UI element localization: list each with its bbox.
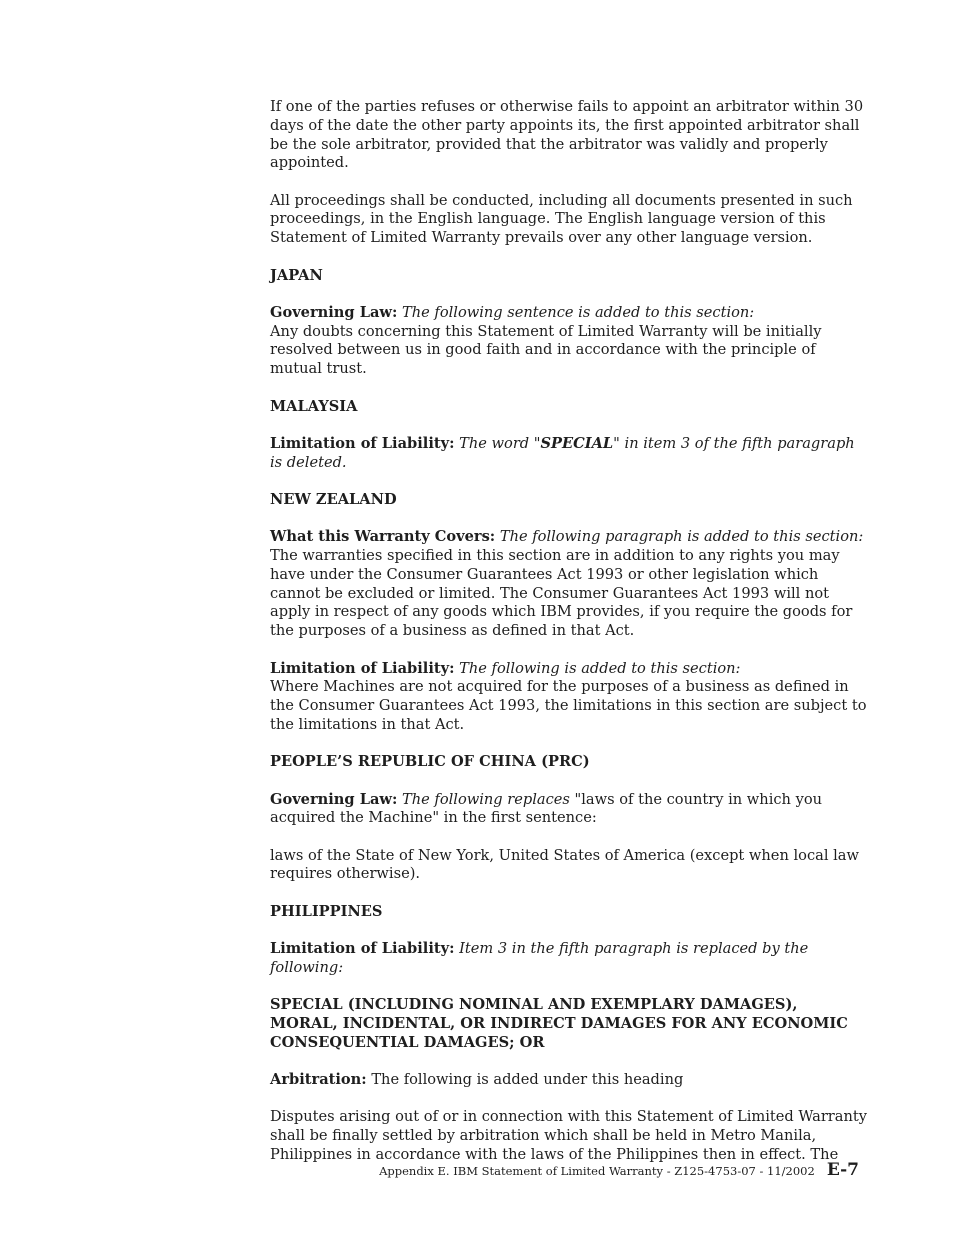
page-footer — [379, 1160, 859, 1180]
text-governing-law: Any doubts concerning this Statement of Limited Warranty will be initially resolved between us in good faith and in accordance with the principle of mutual trust. — [270, 322, 822, 378]
label-limitation-of-liability: Limitation of Liability: — [270, 659, 455, 677]
heading-new-zealand: NEW ZEALAND — [270, 490, 397, 508]
note-liability: The following is added to this section: — [459, 659, 741, 677]
note-liability-special: SPECIAL — [540, 434, 614, 452]
heading-malaysia: MALAYSIA — [270, 397, 358, 415]
label-governing-law: Governing Law: — [270, 303, 398, 321]
text-arbitration: The following is added under this heading — [371, 1070, 684, 1088]
text-liability: Where Machines are not acquired for the purposes of a business as defined in the Consumer Guarantees Act 1993, the limitations in this section are subject to the limitations in that Act. — [270, 678, 867, 733]
section-nz-warranty-covers — [270, 528, 870, 641]
note-liability-b: " in item 3 of the fifth paragraph is deleted. — [270, 434, 855, 471]
document-body — [270, 98, 870, 1183]
note-warranty-covers: The following paragraph is added to this section: — [499, 528, 864, 546]
heading-philippines: PHILIPPINES — [270, 902, 383, 920]
note-governing-law: The following sentence is added to this section: — [402, 303, 755, 321]
note-liability-a: The word " — [459, 434, 541, 452]
label-arbitration: Arbitration: — [270, 1070, 367, 1088]
paragraph-arbitrator-appointment: If one of the parties refuses or otherwise fails to appoint an arbitrator within 30 days of the date the other party appoints its, the first appointed arbitrator shall be the sole arbitrator, provided that the arbitrator was validly and properly appointed. — [270, 98, 864, 172]
label-governing-law: Governing Law: — [270, 790, 398, 808]
note-governing-law: The following replaces — [402, 790, 570, 808]
paragraph-special-damages: SPECIAL (INCLUDING NOMINAL AND EXEMPLARY DAMAGES), MORAL, INCIDENTAL, OR INDIRECT DAMAGES FOR ANY ECONOMIC CONSEQUENTIAL DAMAGES; OR — [270, 996, 848, 1051]
page-number: E-7 — [826, 1160, 859, 1180]
section-prc-governing-law — [270, 791, 870, 829]
heading-japan: JAPAN — [270, 266, 323, 284]
paragraph-proceedings-language: All proceedings shall be conducted, including all documents presented in such proceedings, in the English language. The English language version of this Statement of Limited Warranty prevails over any other language version. — [270, 191, 853, 247]
section-philippines-arbitration — [270, 1071, 870, 1090]
text-warranty-covers: The warranties specified in this section are in addition to any rights you may have under the Consumer Guarantees Act 1993 or other legislation which cannot be excluded or limited. The Consumer Guarantees Act 1993 will not apply in respect of any goods which IBM provides, if you require the goods for the purposes of a business as defined in that Act. — [270, 547, 853, 640]
label-limitation-of-liability: Limitation of Liability: — [270, 940, 455, 957]
section-nz-liability — [270, 660, 870, 735]
label-warranty-covers: What this Warranty Covers: — [270, 528, 496, 546]
heading-prc: PEOPLE’S REPUBLIC OF CHINA (PRC) — [270, 753, 590, 771]
note-liability: Item 3 in the fifth paragraph is replaced by the following: — [270, 940, 809, 976]
text-governing-law: "laws of the country in which you acquired the Machine" in the first sentence: — [270, 790, 822, 827]
paragraph-disputes: Disputes arising out of or in connection with this Statement of Limited Warranty shall be finally settled by arbitration which shall be held in Metro Manila, Philippines in accordance with the laws of the Philippines then in effect. The — [270, 1108, 867, 1163]
section-malaysia-liability — [270, 435, 870, 473]
section-japan-governing-law — [270, 304, 870, 379]
footer-text: Appendix E. IBM Statement of Limited Warranty - Z125-4753-07 - 11/2002 — [379, 1164, 815, 1178]
section-philippines-liability — [270, 940, 870, 978]
label-limitation-of-liability: Limitation of Liability: — [270, 434, 455, 452]
paragraph-prc-replacement: laws of the State of New York, United States of America (except when local law requires otherwise). — [270, 846, 859, 883]
